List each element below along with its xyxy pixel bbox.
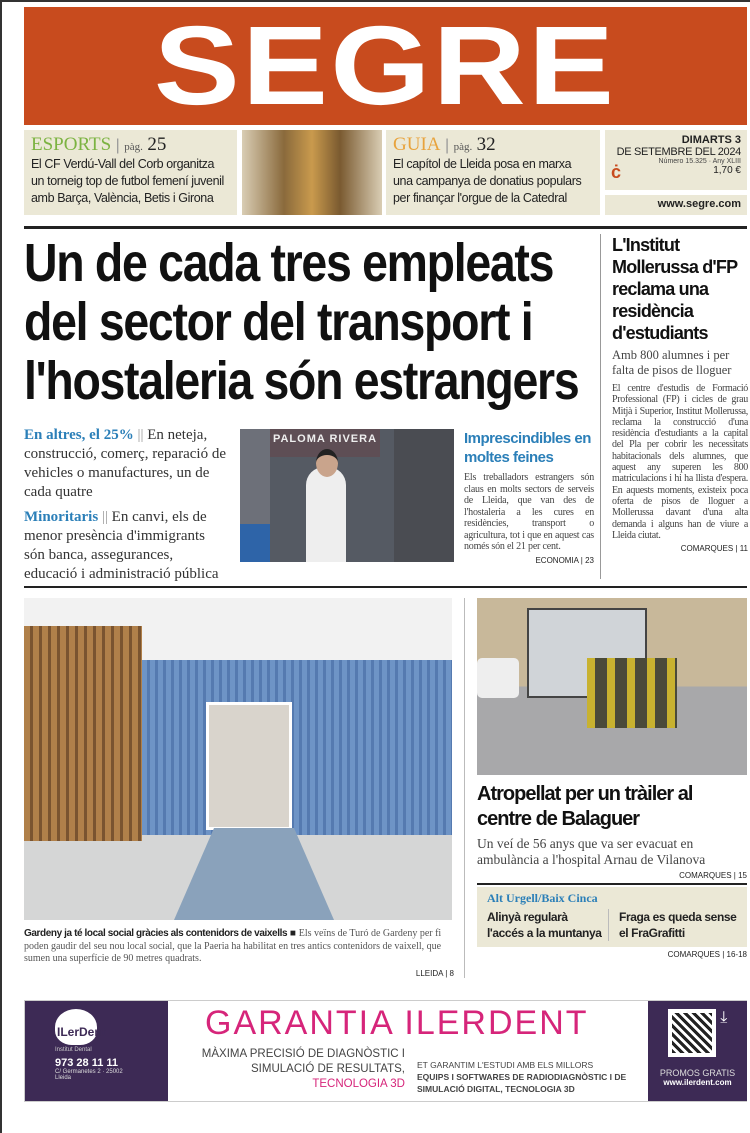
- column-divider: [600, 234, 601, 579]
- containers-photo: [24, 598, 452, 920]
- ramp: [174, 828, 334, 920]
- point-label: En altres, el 25%: [24, 427, 134, 443]
- page-label: pàg.: [453, 141, 473, 153]
- headline-line: l'hostaleria són estrangers: [24, 351, 579, 411]
- story-deck: Un veí de 56 anys que va ser evacuat en ambulància a l'hospital Arnau de Vilanova: [477, 836, 706, 867]
- story-body: El centre d'estudis de Formació Professional (FP) i cicles de grau Mitjà i Superior, Institut Mollerussa, reclama la construcció d'una residència d'estudiants a la capital del Pla per cobrir les necessitats habitacionals dels alumnes, que aquest any superen les 800 matriculacions i hi ha llista d'espera. En aquests moments, existeix poca oferta de pisos de lloguer a Mollerussa davant d'una alta demanda i alguns han de viure a Lleida ciutat.: [612, 383, 748, 541]
- ad-title: GARANTIA ILERDENT: [205, 1004, 589, 1042]
- section-label: GUIA: [393, 134, 441, 155]
- brief-item[interactable]: Alinyà regularà l'accés a la muntanya: [487, 909, 609, 941]
- page-number: 32: [476, 134, 496, 155]
- ad-line1: [190, 1047, 405, 1092]
- teaser-text: El CF Verdú-Vall del Corb organitza un torneig top de futbol femení juvenil amb Barça, València, Betis i Girona: [31, 157, 224, 205]
- lead-points: En altres, el 25% || En neteja, construcció, comerç, reparació de vehicles o manufactures, un de cada quatre Minoritaris || En canvi, els de menor presència d'immigrants són banca, assegurances, educació i administració pública: [24, 427, 226, 582]
- page-number: 25: [147, 134, 167, 155]
- lead-headline[interactable]: [24, 234, 589, 414]
- waitress-photo: [240, 429, 454, 562]
- ad-address: C/ Germanetes 2 · 25002 Lleida: [55, 1069, 123, 1081]
- edition-number: Número 15.325 · Any XLIII: [658, 158, 741, 165]
- brand-sub: Institut Dental: [55, 1047, 92, 1053]
- caption-title: Gardeny ja té local social gràcies als contenidors de vaixells: [24, 928, 288, 939]
- side-title: Imprescindibles en moltes feines: [464, 430, 591, 466]
- point-text: En canvi, els de menor presència d'immigrants són banca, assegurances, educació i administració pública: [24, 509, 219, 582]
- teaser-esports[interactable]: ESPORTS | pàg. 25 El CF Verdú-Vall del Corb organitza un torneig top de futbol femení juvenil amb Barça, València, Betis i Girona: [24, 130, 237, 215]
- brief-item[interactable]: Fraga es queda sense el FraGrafitti: [619, 910, 737, 940]
- briefs-kicker: Alt Urgell/Baix Cinca: [487, 891, 598, 905]
- section-ref[interactable]: LLEIDA | 8: [415, 968, 454, 978]
- column-divider: [464, 598, 465, 978]
- ilerdent-logo: ILerDent: [55, 1009, 97, 1045]
- ad-accent: TECNOLOGIA 3D: [312, 1078, 405, 1090]
- ad-brand-panel: [25, 1001, 168, 1101]
- section-ref[interactable]: COMARQUES | 16-18: [667, 950, 747, 959]
- story-headline: Atropellat per un tràiler al centre de Balaguer: [477, 783, 693, 830]
- story-deck: Amb 800 alumnes i per falta de pisos de lloguer: [612, 348, 732, 377]
- catalan-mark-icon: ċ: [611, 162, 622, 182]
- section-ref[interactable]: COMARQUES | 11: [680, 544, 748, 554]
- section-label: ESPORTS: [31, 134, 112, 155]
- website-link[interactable]: www.segre.com: [605, 195, 747, 215]
- section-ref[interactable]: COMARQUES | 15: [679, 871, 747, 880]
- teaser-guia[interactable]: GUIA | pàg. 32 El capítol de Lleida posa en marxa una campanya de donatius populars per finançar l'orgue de la Catedral: [386, 130, 600, 215]
- edition-date: DE SETEMBRE DEL 2024: [616, 146, 741, 158]
- ad-line1-text: MÀXIMA PRECISIÓ DE DIAGNÒSTIC I SIMULACIÓ DE RESULTATS,: [201, 1048, 405, 1075]
- ad-line2: ET GARANTIM L'ESTUDI AMB ELS MILLORS: [417, 1060, 594, 1070]
- teaser-text: El capítol de Lleida posa en marxa una campanya de donatius populars per finançar l'orgue de la Catedral: [393, 157, 582, 205]
- caption-text: Els veïns de Turó de Gardeny per fi poden gaudir del seu nou local social, que la Paeria ha habilitat en tres antics contenidors de vaixell, que sumen una superfície de 90 metres quadrats.: [24, 928, 442, 964]
- divider: [24, 226, 747, 229]
- barrel: [240, 524, 270, 562]
- headline-line: Un de cada tres empleats: [24, 233, 554, 293]
- balaguer-column: [477, 782, 747, 959]
- ad-promo-panel: [648, 1001, 747, 1101]
- person-figure: [306, 467, 346, 562]
- edition-day: DIMARTS 3: [681, 134, 741, 146]
- right-story[interactable]: [612, 234, 748, 553]
- ad-promo: PROMOS GRATIS: [659, 1068, 736, 1078]
- page-label: pàg.: [124, 141, 143, 153]
- story-headline: L'Institut Mollerussa d'FP reclama una residència d'estudiants: [612, 235, 737, 343]
- emergency-crew: [587, 658, 677, 728]
- ad-url[interactable]: www.ilerdent.com: [663, 1078, 732, 1087]
- section-ref[interactable]: ECONOMIA | 23: [535, 555, 594, 565]
- accident-photo: [477, 598, 747, 775]
- edition-price: 1,70 €: [713, 165, 741, 176]
- sidebar-story[interactable]: [464, 429, 594, 565]
- ad-copy: [417, 1059, 645, 1095]
- segre-logo: SEGRE: [154, 3, 617, 128]
- briefs-box: [477, 887, 747, 947]
- point-label: Minoritaris: [24, 509, 99, 525]
- blue-container: [142, 660, 452, 835]
- person-head: [316, 449, 338, 477]
- container-door: [206, 702, 292, 830]
- headline-line: del sector del transport i: [24, 292, 533, 352]
- side-text: Els treballadors estrangers són claus en molts sectors de serveis de Lleida, que van des de l'hostaleria a les cures en residències, transport o agricultura, tot i que en aquest cas només són el 21 per cent.: [464, 472, 594, 552]
- ad-line3: EQUIPS I SOFTWARES DE RADIODIAGNÒSTIC I DE SIMULACIÓ DIGITAL, TECNOLOGIA 3D: [417, 1072, 627, 1094]
- car: [477, 658, 519, 698]
- divider: [477, 883, 747, 885]
- shop-sign: PALOMA RIVERA: [270, 429, 380, 457]
- divider: [24, 586, 747, 588]
- gardeny-caption[interactable]: Gardeny ja té local social gràcies als contenidors de vaixells ■ Els veïns de Turó de Gardeny per fi poden gaudir del seu nou local social, que la Paeria ha habilitat en tres antics contenidors de vaixell, que sumen una superfície de 90 metres quadrats. LLEIDA | 8: [24, 928, 454, 978]
- masthead: [24, 3, 747, 128]
- ad-phone: 973 28 11 11: [55, 1057, 119, 1069]
- qr-code-icon[interactable]: [668, 1009, 716, 1057]
- download-icon: ⤓: [720, 1009, 728, 1026]
- organ-photo: [242, 130, 382, 215]
- edition-box: [605, 130, 747, 190]
- point-text: En neteja, construcció, comerç, reparació de vehicles o manufactures, un de cada quatre: [24, 427, 226, 500]
- balaguer-story[interactable]: [477, 782, 747, 880]
- ilerdent-ad[interactable]: [24, 1000, 747, 1102]
- wood-facade: [24, 626, 142, 841]
